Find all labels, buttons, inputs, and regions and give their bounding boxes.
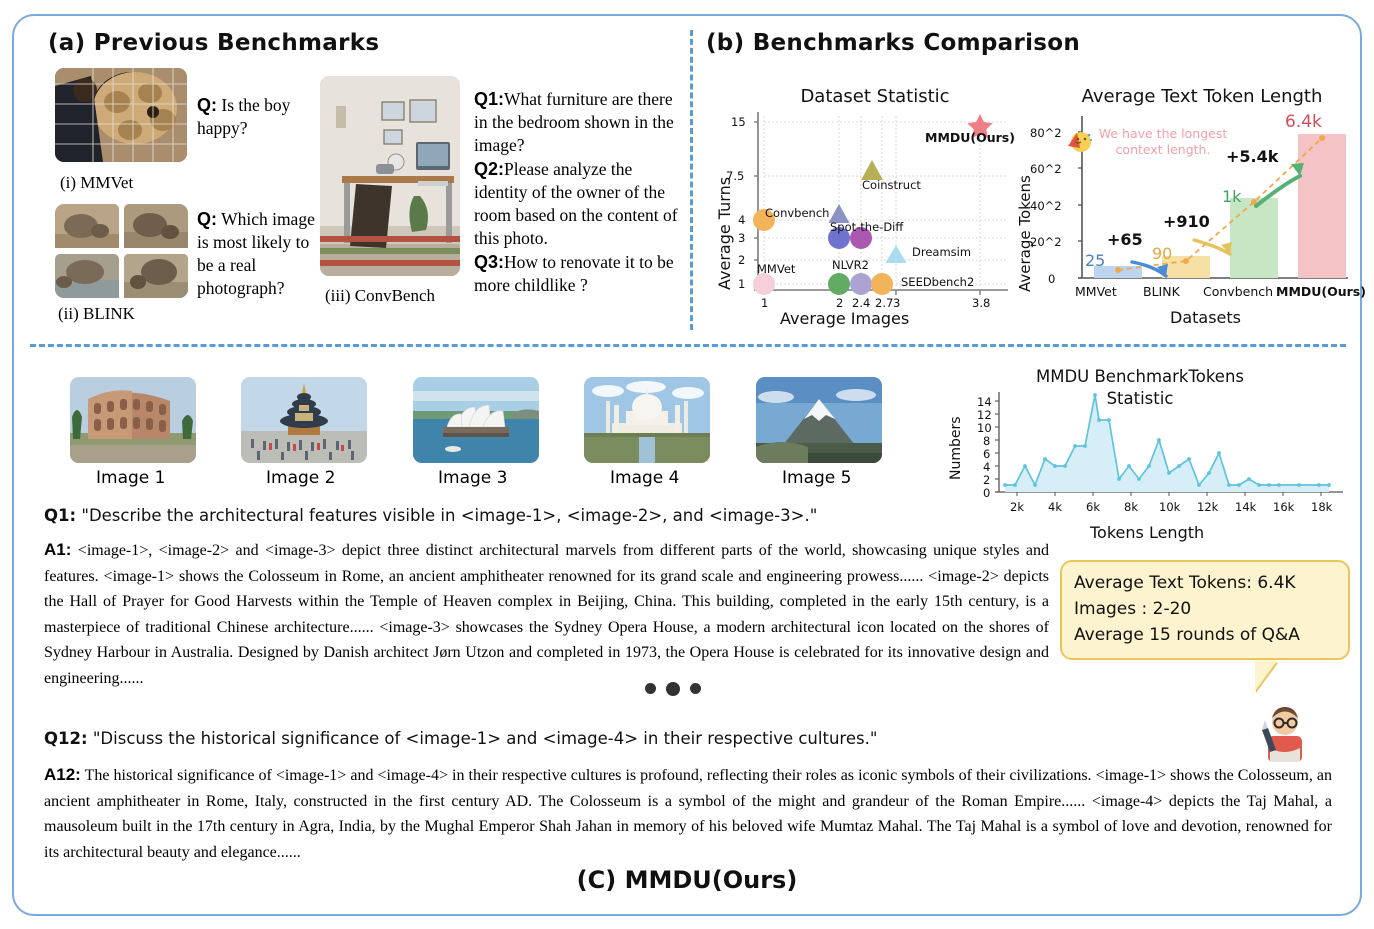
bar-callout-text: We have the longest context length. [1098,126,1228,157]
scatter-ytick-1: 1 [738,277,746,291]
bar-xtick-mmvet: MMVet [1075,284,1117,299]
bar-mmdu [1298,134,1346,278]
q1-line [44,506,817,525]
scatter-ytick-15: 15 [731,115,746,129]
bar-value-mmvet: 25 [1085,251,1106,270]
scatter-label-dreamsim: Dreamsim [912,245,972,259]
histogram-title: MMDU BenchmarkTokens Statistic [1035,367,1245,408]
scatter-label-mmvet: MMVet [757,262,796,276]
question-mmvet [197,94,327,140]
scatter-marker-seedbench2 [871,273,893,295]
histogram-xtick-2k: 2k [1010,500,1024,514]
histogram-ytick-6: 6 [983,447,991,461]
convbench-q3-text: How to renovate it to be more childlike ? [474,252,674,295]
stats-line-2: Images : 2-20 [1074,599,1192,619]
scatter-ytick-3: 3 [738,231,746,245]
histogram-xtick-14k: 14k [1235,500,1257,514]
histogram-area [1005,395,1329,492]
scatter-xtick-2: 2 [836,296,844,310]
histogram-ytick-2: 2 [983,473,991,487]
scatter-xtick-1: 1 [761,296,769,310]
scatter-marker-dreamsim [886,245,907,263]
bar-chart-title: Average Text Token Length [1081,86,1323,107]
question-blink [197,208,315,300]
histogram-xtick-18k: 18k [1311,500,1333,514]
convbench-q2 [474,158,679,250]
caption-convbench: (iii) ConvBench [325,286,436,305]
a1-block [44,537,1049,691]
scatter-ytick-4: 4 [738,213,746,227]
panel-c-label-3: Image 3 [438,468,508,488]
histogram-ytick-12: 12 [977,408,992,422]
vertical-divider [690,30,693,330]
thumbnail-convbench [320,76,460,276]
bar-xtick-convbench: Convbench [1203,284,1274,299]
question-label-mmvet: Q: [197,95,217,115]
convbench-q3 [474,251,679,297]
a1-text: <image-1>, <image-2> and <image-3> depict three distinct architectural marvels from different parts of the world, showcasing unique styles and features. <image-1> shows the Colosseum in Rome, an ancient amphitheater renowned for its grand scale and engineering prowess...... <image-2> depicts the Hall of Prayer for Good Harvests within the Temple of Heaven complex in Beijing, China. This building, completed in the early 15th century, is a masterpiece of traditional Chinese architecture...... <image-3> showcases the Sydney Opera House, a modern architectural icon located on the shores of Sydney Harbour in Australia. Designed by Danish architect Jørn Utzon and completed in 1973, the Opera House is celebrated for its innovative design and engineering...... [44,542,1049,687]
bar-xtick-blink: BLINK [1143,284,1180,299]
bar-value-convbench: 1k [1222,187,1242,206]
bar-value-mmdu: 6.4k [1285,112,1322,132]
question-label-blink: Q: [197,209,217,229]
bar-xlabel: Datasets [1170,308,1241,327]
convbench-q1-text: What furniture are there in the bedroom shown in the image? [474,89,674,155]
panel-b-title: (b) Benchmarks Comparison [706,30,1081,56]
stats-line-1: Average Text Tokens: 6.4K [1074,573,1296,593]
question-text-blink: Which image is most likely to be a real photograph? [197,209,315,298]
scatter-marker-mmvet [753,273,775,295]
question-text-mmvet: Is the boy happy? [197,95,291,138]
histogram-ytick-14: 14 [977,395,992,409]
scatter-xtick-2-4: 2.4 [852,296,871,310]
histogram-xtick-6k: 6k [1086,500,1100,514]
convbench-q2-text: Please analyze the identity of the owner of the room based on the content of this photo. [474,159,678,248]
panel-c-image-5 [756,377,882,463]
bar-convbench [1230,198,1278,278]
bar-ylabel: Average Tokens [1016,175,1034,292]
panel-c-label-5: Image 5 [782,468,852,488]
caption-blink: (ii) BLINK [58,304,135,323]
thumbnail-blink [55,204,188,298]
a12-label: A12: [44,765,81,784]
scatter-marker-coinstruct [861,160,883,180]
bar-value-blink: 90 [1152,244,1173,263]
histogram-ytick-10: 10 [977,421,992,435]
q12-label: Q12: [44,729,88,748]
bar-ytick-0: 0 [1048,272,1056,286]
q12-text: "Discuss the historical significance of <image-1> and <image-4> in their respective cultures." [92,729,878,748]
thumbnail-mmvet [55,68,187,162]
person-avatar-icon [1252,700,1314,762]
bar-ytick-80: 80^2 [1030,126,1062,140]
bubble-tail [1255,655,1277,691]
scatter-xtick-2-7: 2.7 [875,296,894,310]
histogram-xtick-16k: 16k [1273,500,1295,514]
q1-label: Q1: [44,506,77,525]
scatter-ytick-2: 2 [738,253,746,267]
histogram-ylabel: Numbers [948,416,964,480]
histogram-plot [985,392,1345,507]
scatter-xlabel: Average Images [780,309,910,328]
scatter-label-seedbench2: SEEDbench2 [901,275,975,289]
scatter-label-spot-the-diff: Spot-the-Diff [830,220,904,234]
bar-ytick-20: 20^2 [1030,235,1062,249]
scatter-ytick-7-5: 7.5 [726,169,745,183]
scatter-marker-lavender [850,273,872,295]
scatter-marker-green [828,273,850,295]
histogram-ytick-8: 8 [983,434,991,448]
scatter-ylabel: Average Turns [715,176,734,290]
histogram-xtick-10k: 10k [1159,500,1181,514]
scatter-xtick-3: 3 [893,296,901,310]
panel-c-image-4 [584,377,710,463]
scatter-label-nlvr2: NLVR2 [832,258,869,272]
convbench-q1-label: Q1: [474,89,505,109]
party-face-emoji [1066,126,1094,154]
histogram-ytick-4: 4 [983,460,991,474]
panel-c-label-4: Image 4 [610,468,680,488]
q12-line [44,729,877,748]
a1-label: A1: [44,540,72,559]
panel-c-label-1: Image 1 [96,468,166,488]
scatter-label-mmdu: MMDU(Ours) [925,130,1015,145]
q1-text: "Describe the architectural features visible in <image-1>, <image-2>, and <image-3>." [81,506,818,525]
convbench-q3-label: Q3: [474,252,505,272]
histogram-xtick-4k: 4k [1048,500,1062,514]
stats-line-3: Average 15 rounds of Q&A [1074,625,1300,645]
panel-c-image-3 [413,377,539,463]
panel-c-label-2: Image 2 [266,468,336,488]
panel-a-title: (a) Previous Benchmarks [48,30,380,56]
bar-annotation-plus65: +65 [1107,230,1143,249]
a12-block [44,762,1332,865]
panel-c-image-2 [241,377,367,463]
scatter-label-convbench: Convbench [765,206,830,220]
convbench-q2-label: Q2: [474,159,505,179]
horizontal-divider [30,344,1346,347]
panel-c-image-1 [70,377,196,463]
histogram-xtick-12k: 12k [1197,500,1219,514]
bar-xtick-mmdu: MMDU(Ours) [1276,284,1366,299]
panel-c-title: (C) MMDU(Ours) [576,866,798,894]
ellipsis-dots [640,680,706,698]
a12-text: The historical significance of <image-1> and <image-4> in their respective cultures is profound, reflecting their roles as iconic symbols of their civilizations. <image-1> shows the Colosseum, an ancient amphitheater in Rome, Italy, constructed in the first century AD. The Colosseum is a symbol of the might and grandeur of the Roman Empire...... <image-4> depicts the Taj Mahal, a mausoleum built in the 17th century in Agra, India, by the Mughal Emperor Shah Jahan in memory of his beloved wife Mumtaz Mahal. The Taj Mahal is a symbol of love and devotion, renowned for its architectural beauty and elegance...... [44,767,1333,861]
bar-annotation-plus910: +910 [1163,212,1210,231]
histogram-xtick-8k: 8k [1124,500,1138,514]
scatter-label-coinstruct: Coinstruct [862,178,921,192]
caption-mmvet: (i) MMVet [60,173,134,192]
convbench-q1 [474,88,679,157]
bar-ytick-60: 60^2 [1030,162,1062,176]
bar-annotation-plus54k: +5.4k [1226,147,1279,166]
scatter-xtick-3-8: 3.8 [972,296,991,310]
stats-bubble [1060,560,1350,660]
bar-ytick-40: 40^2 [1030,199,1062,213]
histogram-ytick-0: 0 [983,486,991,500]
convbench-questions [474,88,679,297]
histogram-xlabel: Tokens Length [1090,523,1205,542]
scatter-chart-title: Dataset Statistic [800,86,950,107]
